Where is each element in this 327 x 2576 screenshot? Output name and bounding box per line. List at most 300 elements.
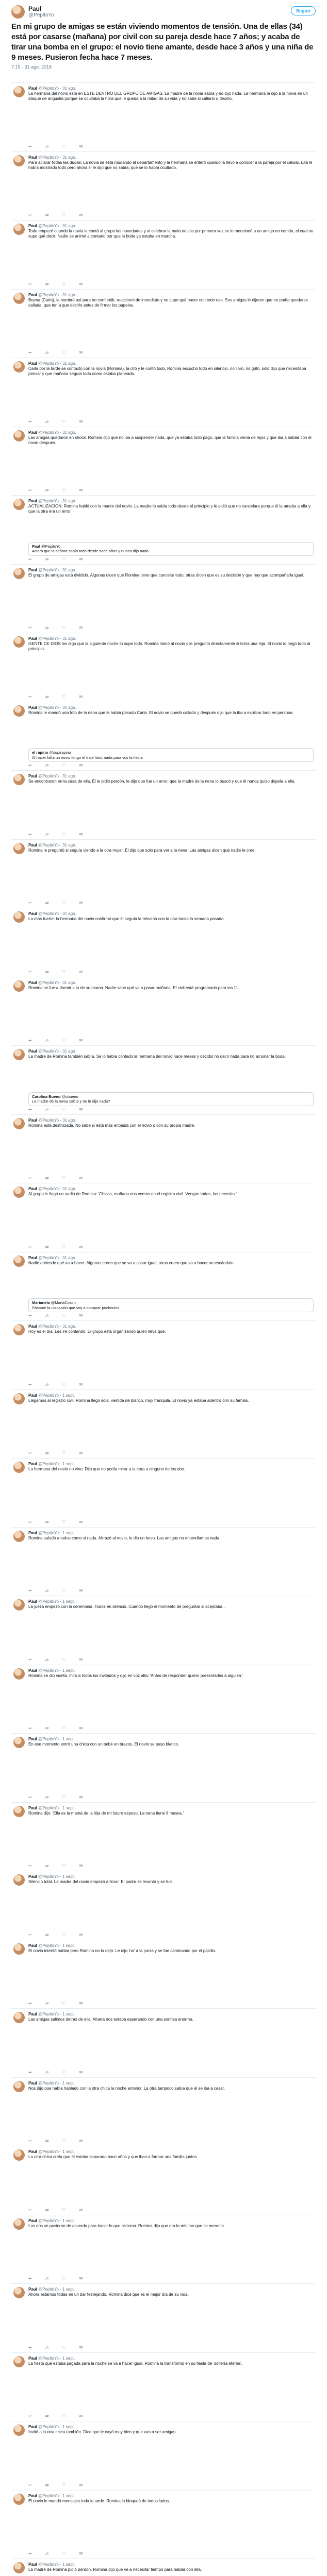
tweet-author-name[interactable]: Paul [28, 86, 37, 91]
retweet-icon[interactable]: ⇄ [45, 1382, 49, 1387]
tweet-author-handle[interactable]: @PepitoYo · 1 sept. [38, 1599, 75, 1604]
tweet-author-handle[interactable]: @PepitoYo · 31 ago. [38, 155, 76, 160]
retweet-icon[interactable]: ⇄ [45, 556, 49, 562]
avatar[interactable] [13, 155, 25, 166]
dm-icon[interactable]: ✉ [79, 1794, 83, 1800]
avatar[interactable] [13, 1599, 25, 1611]
retweet-icon[interactable]: ⇄ [45, 2414, 49, 2418]
tweet[interactable] [11, 1045, 316, 1114]
reply-icon[interactable]: ↩ [28, 1726, 32, 1731]
tweet-author-name[interactable]: Paul [28, 2012, 37, 2016]
reply-icon[interactable]: ↩ [28, 419, 32, 424]
dm-icon[interactable]: ✉ [79, 1519, 83, 1524]
tweet[interactable] [11, 770, 316, 839]
like-icon[interactable]: ♡ [62, 2551, 66, 2556]
dm-icon[interactable]: ✉ [79, 1107, 83, 1112]
tweet-author-name[interactable]: Paul [28, 2287, 37, 2292]
retweet-icon[interactable]: ⇄ [45, 1176, 49, 1180]
tweet-author-name[interactable]: Paul [28, 2562, 37, 2567]
tweet-author-name[interactable]: Paul [28, 1805, 37, 1810]
tweet-author-name[interactable]: Paul [28, 636, 37, 641]
tweet-author-name[interactable]: Paul [28, 2425, 37, 2429]
tweet-author-handle[interactable]: @PepitoYo · 1 sept. [38, 2355, 75, 2361]
avatar[interactable] [13, 2012, 25, 2023]
tweet[interactable] [11, 2421, 316, 2490]
tweet-author-name[interactable]: Paul [28, 224, 37, 228]
dm-icon[interactable]: ✉ [79, 1038, 83, 1043]
like-icon[interactable]: ♡ [62, 2139, 66, 2143]
dm-icon[interactable]: ✉ [79, 2551, 83, 2556]
dm-icon[interactable]: ✉ [79, 625, 83, 630]
tweet[interactable] [11, 1940, 316, 2009]
retweet-icon[interactable]: ⇄ [45, 2345, 49, 2350]
tweet-author-handle[interactable]: @PepitoYo · 1 sept. [38, 1393, 75, 1398]
tweet-author-name[interactable]: Paul [28, 842, 37, 848]
tweet[interactable] [11, 1733, 316, 1802]
avatar[interactable] [13, 705, 25, 717]
like-icon[interactable]: ♡ [62, 2001, 66, 2006]
tweet-author-name[interactable]: Paul [28, 2149, 37, 2154]
dm-icon[interactable]: ✉ [79, 1176, 83, 1180]
tweet-author-name[interactable]: Paul [28, 2080, 37, 2086]
avatar[interactable] [13, 1118, 25, 1129]
retweet-icon[interactable]: ⇄ [45, 832, 49, 837]
like-icon[interactable]: ♡ [62, 694, 66, 699]
header-author[interactable] [11, 5, 316, 19]
tweet[interactable] [11, 1183, 316, 1252]
tweet-author-name[interactable]: Paul [28, 361, 37, 366]
author-handle[interactable]: @PepitoYo [28, 12, 54, 18]
dm-icon[interactable]: ✉ [79, 1451, 83, 1455]
avatar[interactable] [13, 1049, 25, 1060]
dm-icon[interactable]: ✉ [79, 281, 83, 286]
dm-icon[interactable]: ✉ [79, 1657, 83, 1662]
dm-icon[interactable]: ✉ [79, 213, 83, 217]
tweet-author-handle[interactable]: @PepitoYo · 1 sept. [38, 2287, 75, 2292]
tweet-author-handle[interactable]: @PepitoYo · 1 sept. [38, 1737, 75, 1741]
dm-icon[interactable]: ✉ [79, 2276, 83, 2281]
tweet-author-handle[interactable]: @PepitoYo · 1 sept. [38, 1874, 75, 1879]
avatar[interactable] [13, 1393, 25, 1404]
like-icon[interactable]: ♡ [62, 2207, 66, 2212]
retweet-icon[interactable]: ⇄ [45, 2551, 49, 2556]
reply-icon[interactable]: ↩ [28, 1176, 32, 1180]
dm-icon[interactable]: ✉ [79, 832, 83, 837]
retweet-icon[interactable]: ⇄ [45, 625, 49, 630]
retweet-icon[interactable]: ⇄ [45, 1244, 49, 1249]
tweet[interactable] [11, 2008, 316, 2077]
dm-icon[interactable]: ✉ [79, 1932, 83, 1937]
tweet-author-name[interactable]: Paul [28, 430, 37, 435]
reply-icon[interactable]: ↩ [28, 1107, 32, 1112]
retweet-icon[interactable]: ⇄ [45, 144, 49, 149]
tweet-author-name[interactable]: Paul [28, 1943, 37, 1948]
tweet-author-handle[interactable]: @PepitoYo · 31 ago. [38, 1255, 76, 1260]
dm-icon[interactable]: ✉ [79, 2139, 83, 2143]
avatar[interactable] [13, 2562, 25, 2573]
dm-icon[interactable]: ✉ [79, 556, 83, 562]
reply-icon[interactable]: ↩ [28, 969, 32, 974]
like-icon[interactable]: ♡ [62, 1107, 66, 1112]
reply-icon[interactable]: ↩ [28, 1038, 32, 1043]
tweet-author-name[interactable]: Paul [28, 1737, 37, 1741]
tweet[interactable] [11, 633, 316, 702]
tweet[interactable] [11, 1665, 316, 1734]
tweet-author-name[interactable]: Paul [28, 1393, 37, 1398]
reply-icon[interactable]: ↩ [28, 2482, 32, 2487]
reply-icon[interactable]: ↩ [28, 1588, 32, 1593]
like-icon[interactable]: ♡ [62, 1038, 66, 1043]
tweet[interactable] [11, 151, 316, 221]
quoted-tweet[interactable] [28, 1298, 314, 1312]
tweet-author-name[interactable]: Paul [28, 292, 37, 297]
tweet-author-name[interactable]: Paul [28, 911, 37, 916]
tweet-author-handle[interactable]: @PepitoYo · 31 ago. [38, 1324, 76, 1329]
retweet-icon[interactable]: ⇄ [45, 1794, 49, 1800]
tweet-author-handle[interactable]: @PepitoYo · 1 sept. [38, 1530, 75, 1535]
avatar[interactable] [13, 224, 25, 235]
tweet[interactable] [11, 1596, 316, 1665]
tweet-author-handle[interactable]: @PepitoYo · 31 ago. [38, 1187, 76, 1191]
tweet[interactable] [11, 1114, 316, 1183]
tweet[interactable] [11, 2146, 316, 2215]
tweet[interactable] [11, 1252, 316, 1321]
tweet[interactable] [11, 289, 316, 358]
reply-icon[interactable]: ↩ [28, 2207, 32, 2212]
avatar[interactable] [13, 1737, 25, 1748]
tweet-author-handle[interactable]: @PepitoYo · 31 ago. [38, 1049, 76, 1054]
reply-icon[interactable]: ↩ [28, 2139, 32, 2143]
tweet-author-handle[interactable]: @PepitoYo · 31 ago. [38, 1117, 76, 1123]
tweet-author-handle[interactable]: @PepitoYo · 1 sept. [38, 2080, 75, 2086]
like-icon[interactable]: ♡ [62, 2345, 66, 2350]
like-icon[interactable]: ♡ [62, 2414, 66, 2418]
retweet-icon[interactable]: ⇄ [45, 488, 49, 493]
tweet-author-name[interactable]: Paul [28, 1599, 37, 1604]
avatar[interactable] [13, 636, 25, 648]
quoted-tweet[interactable] [28, 748, 314, 762]
avatar[interactable] [13, 293, 25, 304]
tweet[interactable] [11, 82, 316, 151]
avatar[interactable] [13, 1531, 25, 1542]
tweet[interactable] [11, 977, 316, 1046]
reply-icon[interactable]: ↩ [28, 1794, 32, 1800]
tweet-author-handle[interactable]: @PepitoYo · 31 ago. [38, 86, 76, 91]
avatar[interactable] [13, 843, 25, 854]
tweet[interactable] [11, 2215, 316, 2284]
avatar[interactable] [13, 2081, 25, 2092]
retweet-icon[interactable]: ⇄ [45, 1038, 49, 1043]
reply-icon[interactable]: ↩ [28, 1244, 32, 1249]
dm-icon[interactable]: ✉ [79, 2207, 83, 2212]
like-icon[interactable]: ♡ [62, 213, 66, 217]
reply-icon[interactable]: ↩ [28, 2414, 32, 2418]
tweet[interactable] [11, 1458, 316, 1527]
tweet[interactable] [11, 2490, 316, 2559]
avatar[interactable] [13, 2149, 25, 2161]
avatar[interactable] [13, 1187, 25, 1198]
tweet[interactable] [11, 1389, 316, 1459]
avatar[interactable] [13, 499, 25, 510]
like-icon[interactable]: ♡ [62, 1519, 66, 1524]
dm-icon[interactable]: ✉ [79, 694, 83, 699]
dm-icon[interactable]: ✉ [79, 419, 83, 424]
avatar[interactable] [13, 911, 25, 923]
tweet-author-handle[interactable]: @PepitoYo · 1 sept. [38, 2012, 75, 2016]
like-icon[interactable]: ♡ [62, 1657, 66, 1662]
tweet-author-handle[interactable]: @PepitoYo · 31 ago. [38, 705, 76, 710]
dm-icon[interactable]: ✉ [79, 1244, 83, 1249]
like-icon[interactable]: ♡ [62, 1176, 66, 1180]
reply-icon[interactable]: ↩ [28, 1657, 32, 1662]
reply-icon[interactable]: ↩ [28, 2001, 32, 2006]
tweet-author-name[interactable]: Paul [28, 1530, 37, 1535]
like-icon[interactable]: ♡ [62, 1932, 66, 1937]
reply-icon[interactable]: ↩ [28, 144, 32, 149]
reply-icon[interactable]: ↩ [28, 1313, 32, 1318]
reply-icon[interactable]: ↩ [28, 694, 32, 699]
tweet[interactable] [11, 2077, 316, 2146]
avatar[interactable] [13, 1874, 25, 1886]
reply-icon[interactable]: ↩ [28, 832, 32, 837]
tweet[interactable] [11, 908, 316, 977]
dm-icon[interactable]: ✉ [79, 969, 83, 974]
tweet[interactable] [11, 2558, 316, 2576]
tweet-author-name[interactable]: Paul [28, 2493, 37, 2498]
retweet-icon[interactable]: ⇄ [45, 2207, 49, 2212]
avatar[interactable] [13, 2356, 25, 2367]
like-icon[interactable]: ♡ [62, 350, 66, 355]
tweet-author-name[interactable]: Paul [28, 155, 37, 160]
retweet-icon[interactable]: ⇄ [45, 1313, 49, 1318]
tweet[interactable] [11, 358, 316, 427]
retweet-icon[interactable]: ⇄ [45, 350, 49, 355]
retweet-icon[interactable]: ⇄ [45, 763, 49, 768]
reply-icon[interactable]: ↩ [28, 1863, 32, 1868]
like-icon[interactable]: ♡ [62, 1863, 66, 1868]
retweet-icon[interactable]: ⇄ [45, 2070, 49, 2075]
avatar[interactable] [13, 1668, 25, 1680]
like-icon[interactable]: ♡ [62, 1726, 66, 1731]
avatar[interactable] [13, 1462, 25, 1473]
retweet-icon[interactable]: ⇄ [45, 2482, 49, 2487]
avatar[interactable] [13, 1324, 25, 1335]
like-icon[interactable]: ♡ [62, 281, 66, 286]
avatar[interactable] [13, 2218, 25, 2230]
avatar[interactable] [13, 1806, 25, 1817]
reply-icon[interactable]: ↩ [28, 2276, 32, 2281]
tweet-author-name[interactable]: Paul [28, 1187, 37, 1191]
like-icon[interactable]: ♡ [62, 1588, 66, 1593]
dm-icon[interactable]: ✉ [79, 1726, 83, 1731]
tweet-author-handle[interactable]: @PepitoYo · 31 ago. [38, 292, 76, 297]
reply-icon[interactable]: ↩ [28, 901, 32, 905]
retweet-icon[interactable]: ⇄ [45, 281, 49, 286]
tweet-author-name[interactable]: Paul [28, 1668, 37, 1673]
dm-icon[interactable]: ✉ [79, 1588, 83, 1593]
retweet-icon[interactable]: ⇄ [45, 901, 49, 905]
tweet-author-handle[interactable]: @PepitoYo · 1 sept. [38, 2562, 75, 2567]
reply-icon[interactable]: ↩ [28, 488, 32, 493]
like-icon[interactable]: ♡ [62, 1794, 66, 1800]
like-icon[interactable]: ♡ [62, 2482, 66, 2487]
tweet-author-name[interactable]: Paul [28, 1324, 37, 1329]
dm-icon[interactable]: ✉ [79, 2070, 83, 2075]
tweet[interactable] [11, 1527, 316, 1596]
tweet-author-name[interactable]: Paul [28, 1117, 37, 1123]
avatar[interactable] [13, 1943, 25, 1955]
dm-icon[interactable]: ✉ [79, 2345, 83, 2350]
reply-icon[interactable]: ↩ [28, 350, 32, 355]
tweet-author-handle[interactable]: @PepitoYo · 1 sept. [38, 1462, 75, 1466]
author-name[interactable]: Paul [28, 5, 42, 12]
dm-icon[interactable]: ✉ [79, 350, 83, 355]
like-icon[interactable]: ♡ [62, 832, 66, 837]
tweet-author-handle[interactable]: @PepitoYo · 31 ago. [38, 430, 76, 435]
tweet-author-handle[interactable]: @PepitoYo · 1 sept. [38, 2425, 75, 2429]
reply-icon[interactable]: ↩ [28, 556, 32, 562]
reply-icon[interactable]: ↩ [28, 763, 32, 768]
retweet-icon[interactable]: ⇄ [45, 1107, 49, 1112]
reply-icon[interactable]: ↩ [28, 281, 32, 286]
avatar[interactable] [13, 774, 25, 785]
retweet-icon[interactable]: ⇄ [45, 694, 49, 699]
tweet-author-handle[interactable]: @PepitoYo · 31 ago. [38, 980, 76, 985]
tweet-author-handle[interactable]: @PepitoYo · 1 sept. [38, 1943, 75, 1948]
retweet-icon[interactable]: ⇄ [45, 2139, 49, 2143]
tweet-author-name[interactable]: Paul [28, 1049, 37, 1054]
tweet-author-name[interactable]: Paul [28, 2218, 37, 2223]
like-icon[interactable]: ♡ [62, 2276, 66, 2281]
retweet-icon[interactable]: ⇄ [45, 419, 49, 424]
like-icon[interactable]: ♡ [62, 901, 66, 905]
avatar[interactable] [13, 2287, 25, 2298]
tweet[interactable] [11, 2352, 316, 2421]
avatar[interactable] [11, 5, 25, 19]
retweet-icon[interactable]: ⇄ [45, 1863, 49, 1868]
like-icon[interactable]: ♡ [62, 763, 66, 768]
dm-icon[interactable]: ✉ [79, 144, 83, 149]
tweet-author-name[interactable]: Paul [28, 567, 37, 572]
tweet[interactable] [11, 564, 316, 633]
like-icon[interactable]: ♡ [62, 1244, 66, 1249]
tweet-author-name[interactable]: Paul [28, 1462, 37, 1466]
quoted-tweet[interactable] [28, 542, 314, 556]
reply-icon[interactable]: ↩ [28, 1382, 32, 1387]
like-icon[interactable]: ♡ [62, 1313, 66, 1318]
tweet[interactable] [11, 702, 316, 771]
avatar[interactable] [13, 568, 25, 579]
like-icon[interactable]: ♡ [62, 419, 66, 424]
like-icon[interactable]: ♡ [62, 556, 66, 562]
tweet[interactable] [11, 1802, 316, 1871]
tweet[interactable] [11, 1320, 316, 1389]
dm-icon[interactable]: ✉ [79, 1313, 83, 1318]
retweet-icon[interactable]: ⇄ [45, 969, 49, 974]
retweet-icon[interactable]: ⇄ [45, 1726, 49, 1731]
dm-icon[interactable]: ✉ [79, 2482, 83, 2487]
retweet-icon[interactable]: ⇄ [45, 1519, 49, 1524]
tweet-author-handle[interactable]: @PepitoYo · 31 ago. [38, 361, 76, 366]
tweet[interactable] [11, 427, 316, 496]
tweet-author-name[interactable]: Paul [28, 705, 37, 710]
dm-icon[interactable]: ✉ [79, 2001, 83, 2006]
tweet[interactable] [11, 1871, 316, 1940]
dm-icon[interactable]: ✉ [79, 901, 83, 905]
like-icon[interactable]: ♡ [62, 1451, 66, 1455]
tweet-author-handle[interactable]: @PepitoYo · 31 ago. [38, 224, 76, 228]
dm-icon[interactable]: ✉ [79, 763, 83, 768]
avatar[interactable] [13, 430, 25, 442]
tweet[interactable] [11, 220, 316, 289]
tweet-author-handle[interactable]: @PepitoYo · 31 ago. [38, 636, 76, 641]
tweet[interactable] [11, 839, 316, 908]
reply-icon[interactable]: ↩ [28, 2345, 32, 2350]
tweet-author-handle[interactable]: @PepitoYo · 31 ago. [38, 911, 76, 916]
avatar[interactable] [13, 86, 25, 97]
dm-icon[interactable]: ✉ [79, 488, 83, 493]
like-icon[interactable]: ♡ [62, 2070, 66, 2075]
like-icon[interactable]: ♡ [62, 488, 66, 493]
tweet-author-name[interactable]: Paul [28, 2355, 37, 2361]
retweet-icon[interactable]: ⇄ [45, 2276, 49, 2281]
retweet-icon[interactable]: ⇄ [45, 1451, 49, 1455]
tweet-author-name[interactable]: Paul [28, 980, 37, 985]
avatar[interactable] [13, 361, 25, 372]
reply-icon[interactable]: ↩ [28, 2070, 32, 2075]
tweet-author-handle[interactable]: @PepitoYo · 31 ago. [38, 567, 76, 572]
dm-icon[interactable]: ✉ [79, 1863, 83, 1868]
retweet-icon[interactable]: ⇄ [45, 213, 49, 217]
follow-button[interactable]: Seguir [291, 6, 316, 15]
dm-icon[interactable]: ✉ [79, 2414, 83, 2418]
tweet-author-handle[interactable]: @PepitoYo · 1 sept. [38, 1668, 75, 1673]
tweet[interactable] [11, 2283, 316, 2352]
like-icon[interactable]: ♡ [62, 625, 66, 630]
tweet-author-handle[interactable]: @PepitoYo · 1 sept. [38, 2149, 75, 2154]
reply-icon[interactable]: ↩ [28, 2551, 32, 2556]
tweet-author-handle[interactable]: @PepitoYo · 31 ago. [38, 774, 76, 778]
dm-icon[interactable]: ✉ [79, 1382, 83, 1387]
tweet-author-handle[interactable]: @PepitoYo · 31 ago. [38, 842, 76, 848]
quoted-tweet[interactable] [28, 1092, 314, 1106]
tweet-author-name[interactable]: Paul [28, 499, 37, 503]
tweet-author-handle[interactable]: @PepitoYo · 1 sept. [38, 1805, 75, 1810]
tweet-author-handle[interactable]: @PepitoYo · 1 sept. [38, 2493, 75, 2498]
like-icon[interactable]: ♡ [62, 969, 66, 974]
reply-icon[interactable]: ↩ [28, 213, 32, 217]
retweet-icon[interactable]: ⇄ [45, 1932, 49, 1937]
retweet-icon[interactable]: ⇄ [45, 1657, 49, 1662]
tweet-author-name[interactable]: Paul [28, 1874, 37, 1879]
avatar[interactable] [13, 2494, 25, 2505]
tweet-author-name[interactable]: Paul [28, 774, 37, 778]
avatar[interactable] [13, 980, 25, 992]
tweet-author-handle[interactable]: @PepitoYo · 1 sept. [38, 2218, 75, 2223]
avatar[interactable] [13, 2425, 25, 2436]
header-timestamp[interactable]: 7:15 - 31 ago. 2018 [11, 64, 52, 70]
tweet-author-name[interactable]: Paul [28, 1255, 37, 1260]
like-icon[interactable]: ♡ [62, 1382, 66, 1387]
reply-icon[interactable]: ↩ [28, 1932, 32, 1937]
reply-icon[interactable]: ↩ [28, 1519, 32, 1524]
tweet-author-handle[interactable]: @PepitoYo · 31 ago. [38, 499, 76, 503]
like-icon[interactable]: ♡ [62, 144, 66, 149]
tweet[interactable] [11, 495, 316, 564]
reply-icon[interactable]: ↩ [28, 625, 32, 630]
avatar[interactable] [13, 1256, 25, 1267]
retweet-icon[interactable]: ⇄ [45, 2001, 49, 2006]
